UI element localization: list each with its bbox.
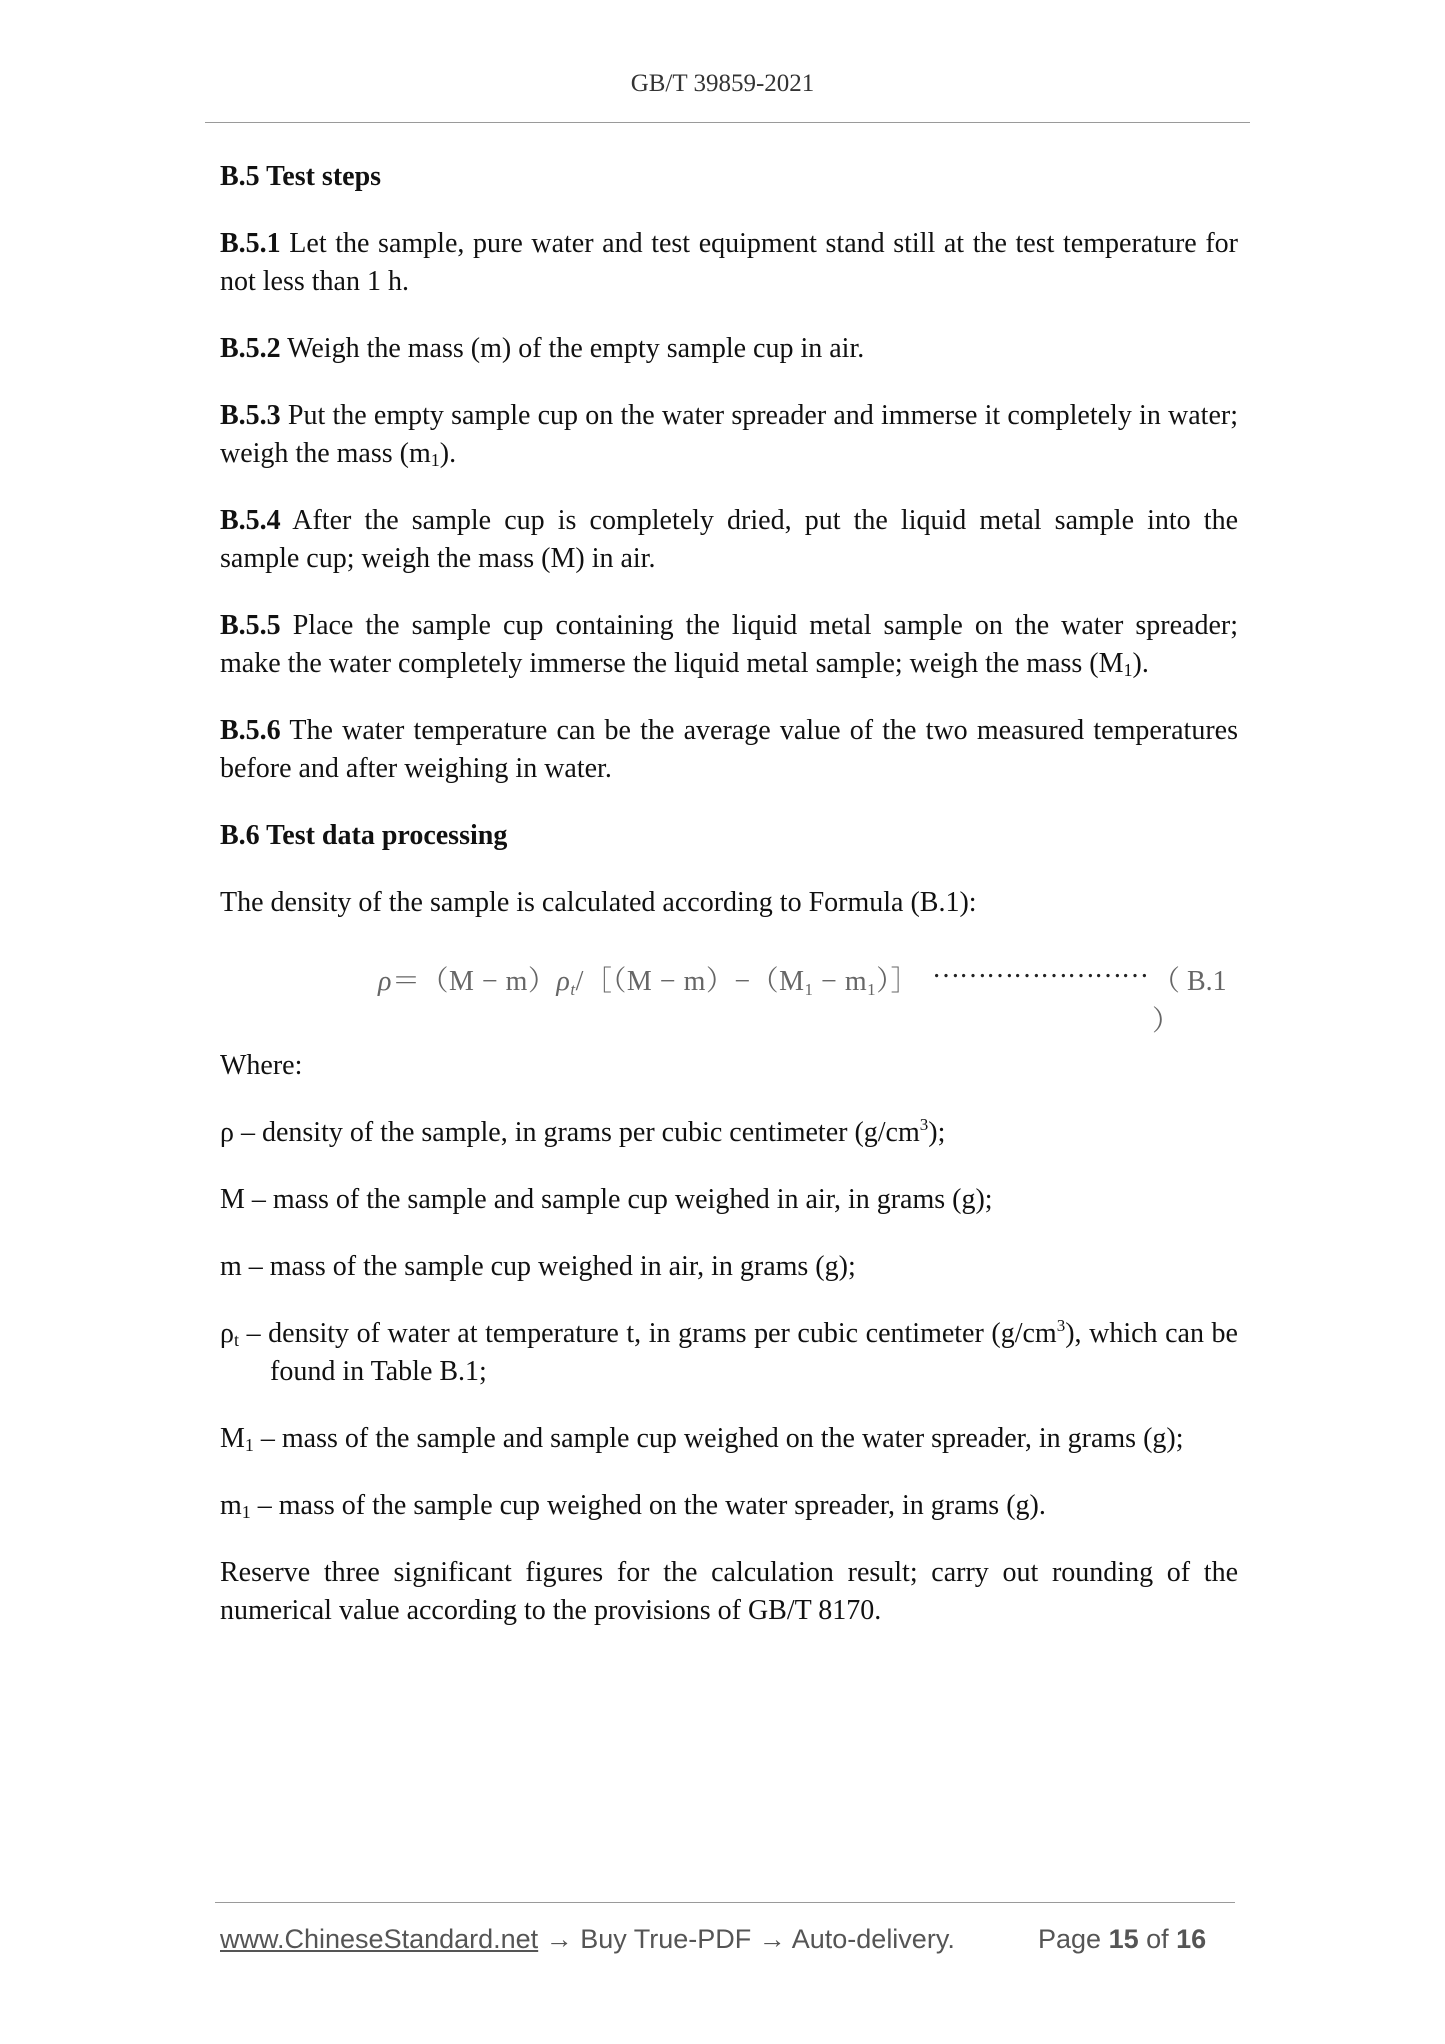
paragraph-b5-1 — [220, 225, 1238, 301]
subscript: 1 — [244, 1435, 254, 1455]
definition-m1 — [220, 1487, 1238, 1525]
paragraph-b5-2 — [220, 330, 1238, 368]
footer-tagline: → Buy True-PDF → Auto-delivery. — [538, 1924, 955, 1954]
section-heading-b6: B.6 Test data processing — [220, 820, 508, 851]
closing-paragraph: Reserve three significant figures for the calculation result; carry out rounding of the numerical value according to the provisions of GB/T 8170. — [220, 1557, 1238, 1626]
formula-expression — [378, 959, 919, 999]
subscript: 1 — [804, 980, 814, 999]
clause-number: B.5.1 — [220, 228, 281, 259]
subscript: 1 — [430, 450, 440, 470]
clause-text-end: ). — [439, 438, 457, 469]
clause-number: B.5.6 — [220, 715, 281, 746]
of-label: of — [1138, 1924, 1177, 1954]
clause-number: B.5.2 — [220, 333, 281, 364]
definition-text: – mass of the sample cup weighed on the water spreader, in grams (g). — [250, 1490, 1046, 1521]
paragraph-b5-5 — [220, 607, 1238, 683]
definition-rho — [220, 1114, 1238, 1152]
clause-number: B.5.5 — [220, 610, 281, 641]
subscript: 1 — [867, 980, 877, 999]
formula-number: （ B.1 ） — [1152, 966, 1227, 1037]
paragraph-b5-6 — [220, 712, 1238, 788]
definition-symbol: ρ — [220, 1318, 234, 1349]
definition-symbol: m — [220, 1490, 242, 1521]
definition-m: m – mass of the sample cup weighed in air, in grams (g); — [220, 1251, 856, 1282]
footer-divider — [215, 1902, 1235, 1903]
clause-number: B.5.3 — [220, 400, 281, 431]
subscript: 1 — [241, 1502, 251, 1522]
paragraph-b5-4 — [220, 502, 1238, 578]
definition-text: – mass of the sample and sample cup weighed on the water spreader, in grams (g); — [253, 1423, 1184, 1454]
superscript: 3 — [919, 1115, 929, 1134]
definition-symbol: M — [220, 1423, 245, 1454]
current-page-number: 15 — [1108, 1924, 1139, 1954]
header-divider — [205, 122, 1250, 123]
clause-text: Let the sample, pure water and test equipment stand still at the test temperature for not less than 1 h. — [220, 228, 1238, 297]
clause-text-end: ). — [1132, 648, 1149, 679]
subscript: 1 — [1123, 660, 1133, 680]
definition-text: ρ – density of the sample, in grams per cubic centimeter (g/cm — [220, 1117, 920, 1148]
formula-b1 — [220, 951, 1238, 1037]
clause-text: Place the sample cup containing the liquid metal sample on the water spreader; make the water completely immerse the liquid metal sample; weigh the mass (M — [220, 610, 1238, 679]
definition-text-end: ), which can be found in Table B.1; — [270, 1318, 1238, 1387]
formula-part: /［（M − m）−（M — [575, 966, 805, 997]
paragraph-b5-3 — [220, 397, 1238, 473]
clause-text: The water temperature can be the average value of the two measured temperatures before and after weighing in water. — [220, 715, 1238, 784]
page-indicator — [1038, 1924, 1206, 1955]
definition-rho-t — [220, 1315, 1238, 1391]
definition-M1 — [220, 1420, 1238, 1458]
clause-text: Weigh the mass (m) of the empty sample cup in air. — [280, 333, 865, 364]
formula-intro: The density of the sample is calculated according to Formula (B.1): — [220, 887, 977, 918]
section-heading-b5: B.5 Test steps — [220, 161, 382, 192]
formula-part: − m — [813, 966, 868, 997]
definition-M: M – mass of the sample and sample cup weighed in air, in grams (g); — [220, 1184, 993, 1215]
clause-text: Put the empty sample cup on the water spreader and immerse it completely in water; weigh the mass (m — [220, 400, 1238, 469]
definition-text: – density of water at temperature t, in grams per cubic centimeter (g/cm — [239, 1318, 1057, 1349]
page-header-title: GB/T 39859-2021 — [630, 70, 815, 97]
website-link[interactable]: www.ChineseStandard.net — [220, 1924, 539, 1954]
rho-symbol: ρ — [378, 966, 392, 997]
superscript: 3 — [1056, 1316, 1066, 1335]
where-label: Where: — [220, 1050, 303, 1081]
document-body — [220, 158, 1238, 1659]
total-page-count: 16 — [1176, 1924, 1207, 1954]
formula-leader-dots: …………………… — [932, 953, 1148, 984]
definition-text-end: ); — [928, 1117, 946, 1148]
subscript: t — [233, 1330, 239, 1350]
rho-symbol: ρ — [556, 966, 571, 997]
page-label: Page — [1038, 1924, 1109, 1954]
clause-text: After the sample cup is completely dried, put the liquid metal sample into the sample cup; weigh the mass (M) in air. — [220, 505, 1238, 574]
subscript: t — [570, 980, 576, 999]
footer-promo — [220, 1924, 955, 1955]
clause-number: B.5.4 — [220, 505, 281, 536]
formula-part: ）］ — [876, 966, 920, 997]
formula-part: ＝（M − m） — [391, 966, 557, 997]
